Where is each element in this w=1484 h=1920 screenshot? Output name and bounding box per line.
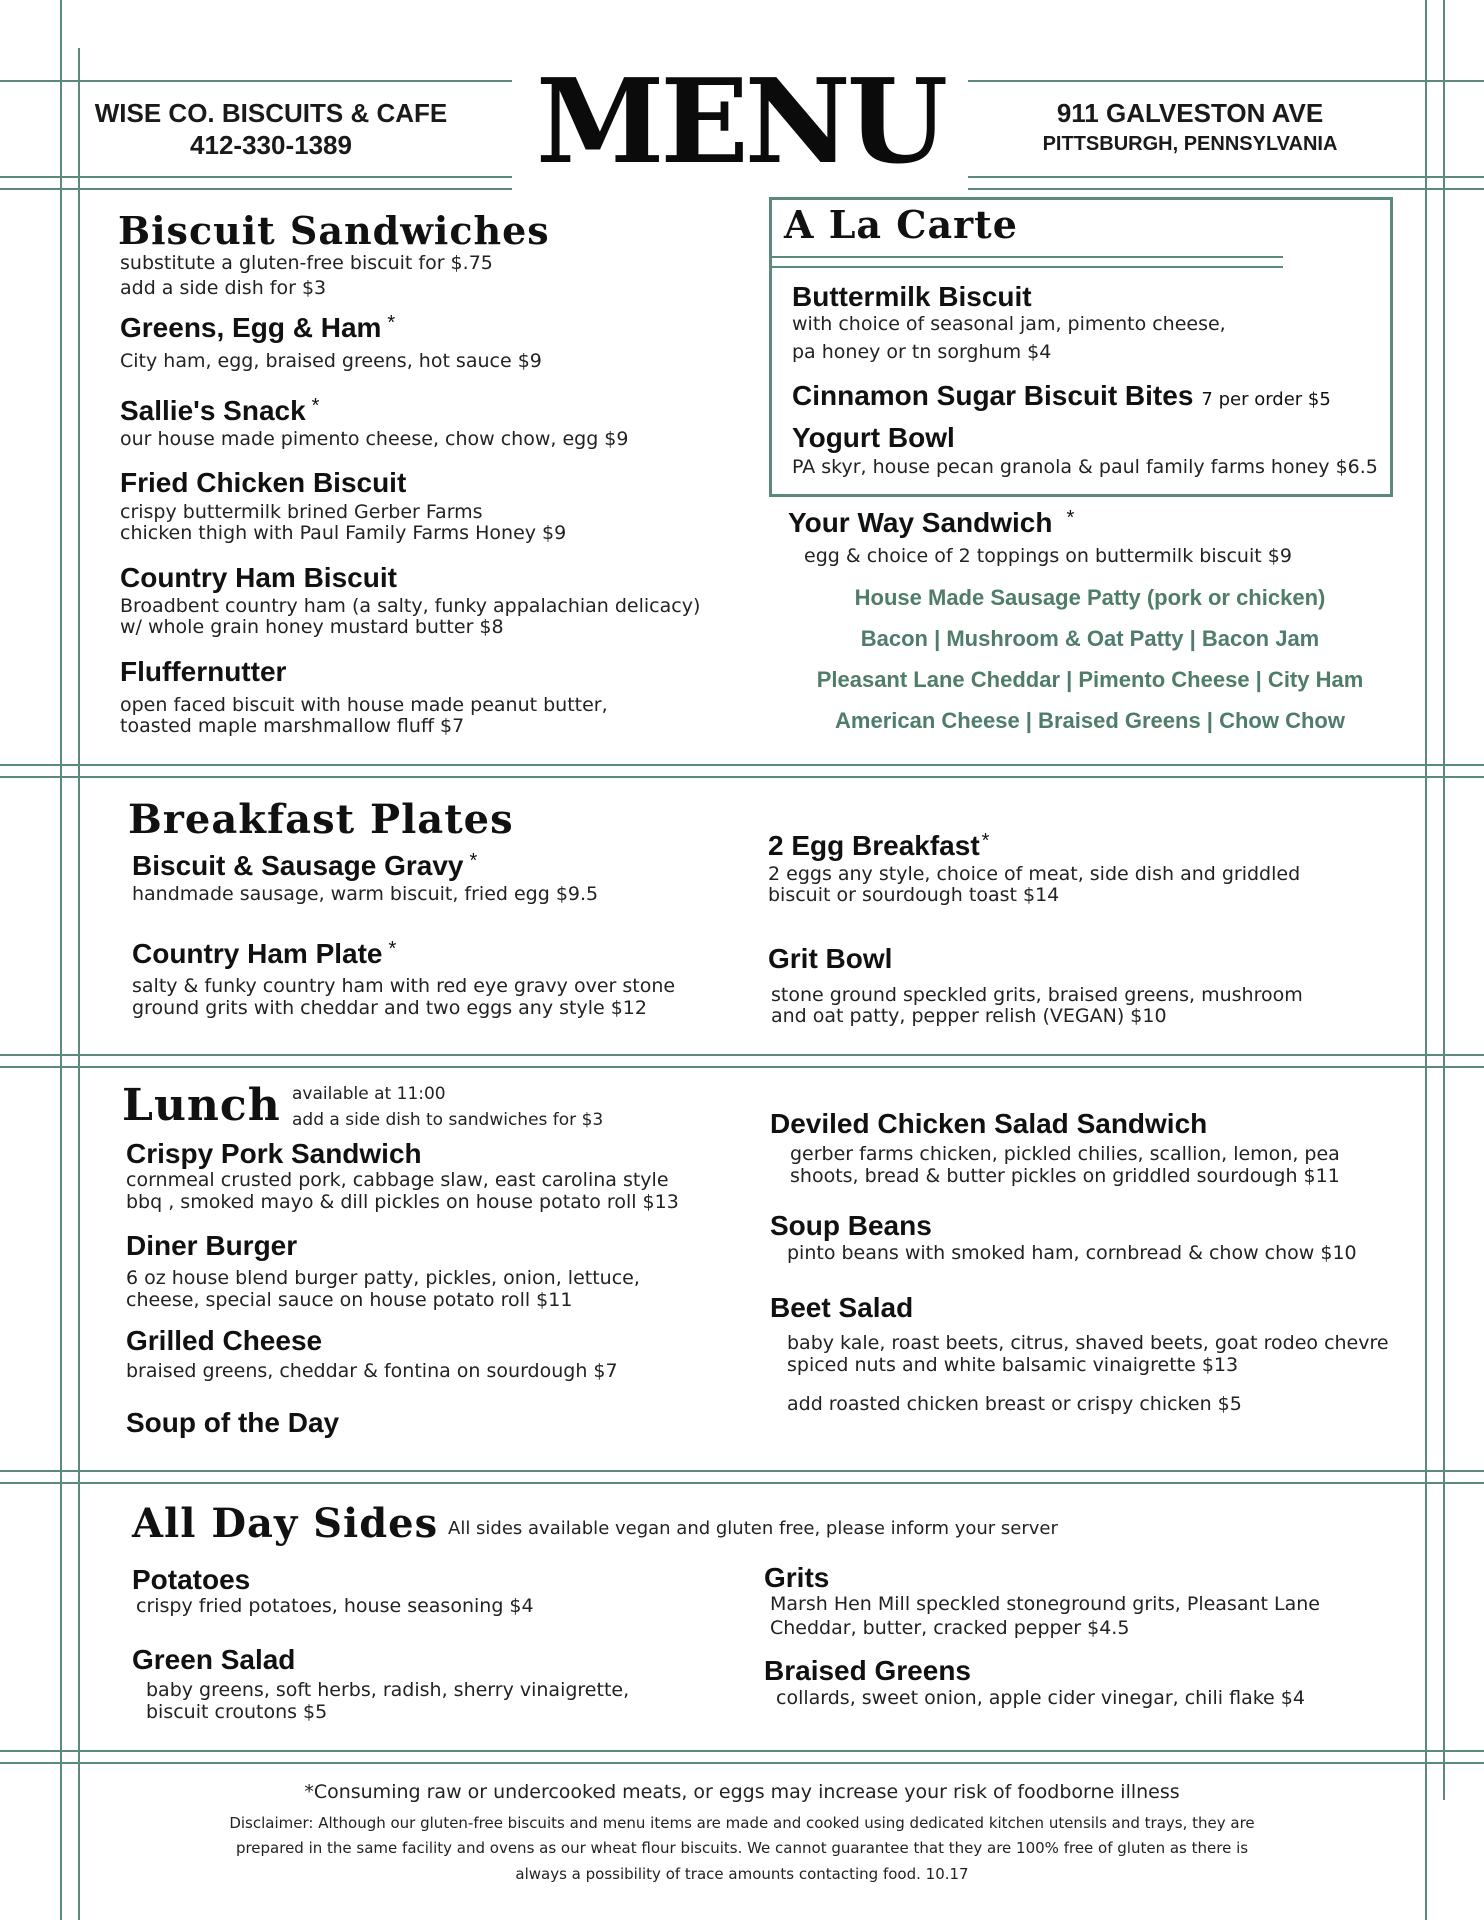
item-name: Biscuit & Sausage Gravy bbox=[132, 850, 464, 881]
item-desc: add roasted chicken breast or crispy chicken $5 bbox=[787, 1393, 1242, 1415]
item-buttermilk-biscuit: Buttermilk Biscuit bbox=[792, 281, 1032, 312]
item-name: Sallie's Snack bbox=[120, 395, 306, 426]
item-desc: cornmeal crusted pork, cabbage slaw, east carolina style bbox=[126, 1169, 669, 1191]
gluten-disclaimer: Disclaimer: Although our gluten-free biscuits and menu items are made and cooked using dedicated kitchen utensils and trays, they are bbox=[229, 1814, 1255, 1832]
grid-line bbox=[78, 48, 80, 1920]
grid-line bbox=[1425, 0, 1427, 1920]
item-desc: shoots, bread & butter pickles on griddled sourdough $11 bbox=[790, 1165, 1340, 1187]
section-title-breakfast-plates: Breakfast Plates bbox=[128, 796, 514, 843]
item-desc: Cheddar, butter, cracked pepper $4.5 bbox=[770, 1617, 1130, 1639]
item-desc: cheese, special sauce on house potato roll $11 bbox=[126, 1289, 573, 1311]
item-desc: our house made pimento cheese, chow chow, egg $9 bbox=[120, 428, 629, 450]
item-desc: braised greens, cheddar & fontina on sourdough $7 bbox=[126, 1360, 618, 1382]
item-deviled-chicken-salad-sandwich: Deviled Chicken Salad Sandwich bbox=[770, 1108, 1208, 1139]
item-desc: open faced biscuit with house made peanut butter, bbox=[120, 694, 608, 716]
item-desc: crispy buttermilk brined Gerber Farms bbox=[120, 501, 483, 523]
item-desc: baby kale, roast beets, citrus, shaved beets, goat rodeo chevre bbox=[787, 1332, 1389, 1354]
item-desc: salty & funky country ham with red eye gravy over stone bbox=[132, 975, 676, 997]
item-grilled-cheese: Grilled Cheese bbox=[126, 1325, 323, 1356]
item-grits: Grits bbox=[764, 1562, 830, 1593]
item-desc: PA skyr, house pecan granola & paul family farms honey $6.5 bbox=[792, 456, 1378, 478]
menu-title: MENU bbox=[535, 54, 944, 190]
grid-line bbox=[0, 776, 1484, 778]
item-crispy-pork-sandwich: Crispy Pork Sandwich bbox=[126, 1138, 422, 1169]
item-desc: baby greens, soft herbs, radish, sherry vinaigrette, bbox=[146, 1679, 630, 1701]
item-desc: gerber farms chicken, pickled chilies, scallion, lemon, pea bbox=[790, 1143, 1340, 1165]
gluten-disclaimer: always a possibility of trace amounts contacting food. 10.17 bbox=[515, 1865, 969, 1883]
item-name: 2 Egg Breakfast bbox=[768, 830, 980, 861]
grid-line bbox=[0, 1470, 1484, 1472]
item-desc: chicken thigh with Paul Family Farms Honey $9 bbox=[120, 522, 567, 544]
item-desc: 2 eggs any style, choice of meat, side dish and griddled bbox=[768, 863, 1301, 885]
item-name: Cinnamon Sugar Biscuit Bites bbox=[792, 380, 1194, 411]
raw-warning-asterisk: * bbox=[981, 830, 990, 852]
grid-line bbox=[0, 1066, 1484, 1068]
item-desc: handmade sausage, warm biscuit, fried egg $9.5 bbox=[132, 883, 599, 905]
item-soup-beans: Soup Beans bbox=[770, 1210, 932, 1241]
item-desc: bbq , smoked mayo & dill pickles on house potato roll $13 bbox=[126, 1191, 679, 1213]
item-greens-egg-ham bbox=[120, 312, 395, 344]
topping-line: Bacon | Mushroom & Oat Patty | Bacon Jam bbox=[860, 626, 1320, 651]
item-name: Your Way Sandwich bbox=[788, 507, 1053, 538]
section-title-a-la-carte: A La Carte bbox=[784, 202, 1018, 247]
item-desc: toasted maple marshmallow fluff $7 bbox=[120, 715, 465, 737]
item-desc: egg & choice of 2 toppings on buttermilk biscuit $9 bbox=[804, 545, 1292, 567]
item-desc: ground grits with cheddar and two eggs any style $12 bbox=[132, 997, 647, 1019]
section-note: add a side dish for $3 bbox=[120, 277, 327, 299]
item-beet-salad: Beet Salad bbox=[770, 1292, 914, 1323]
address-city: PITTSBURGH, PENNSYLVANIA bbox=[1042, 133, 1338, 155]
grid-line bbox=[968, 80, 1484, 82]
raw-warning-asterisk: * bbox=[311, 395, 320, 417]
item-braised-greens: Braised Greens bbox=[764, 1655, 971, 1686]
box-divider bbox=[771, 256, 1283, 258]
item-green-salad: Green Salad bbox=[132, 1644, 296, 1675]
grid-line bbox=[0, 1750, 1484, 1752]
topping-line: American Cheese | Braised Greens | Chow Chow bbox=[835, 708, 1345, 733]
item-desc: stone ground speckled grits, braised greens, mushroom bbox=[771, 984, 1303, 1006]
section-title-all-day-sides: All Day Sides bbox=[132, 1500, 439, 1547]
grid-line bbox=[1443, 0, 1445, 1800]
section-title-lunch: Lunch bbox=[122, 1080, 281, 1131]
topping-line: House Made Sausage Patty (pork or chicken) bbox=[854, 585, 1326, 610]
grid-line bbox=[0, 1762, 1484, 1764]
section-title-biscuit-sandwiches: Biscuit Sandwiches bbox=[118, 208, 550, 253]
grid-line bbox=[968, 188, 1484, 190]
item-yogurt-bowl: Yogurt Bowl bbox=[792, 422, 955, 453]
item-name: Greens, Egg & Ham bbox=[120, 312, 382, 343]
raw-warning-asterisk: * bbox=[1066, 507, 1075, 529]
grid-line bbox=[0, 176, 512, 178]
item-desc: crispy fried potatoes, house seasoning $4 bbox=[136, 1595, 534, 1617]
item-fluffernutter: Fluffernutter bbox=[120, 656, 287, 687]
item-country-ham-biscuit: Country Ham Biscuit bbox=[120, 562, 397, 593]
item-desc: 6 oz house blend burger patty, pickles, onion, lettuce, bbox=[126, 1267, 640, 1289]
topping-line: Pleasant Lane Cheddar | Pimento Cheese | City Ham bbox=[816, 667, 1364, 692]
address-street: 911 GALVESTON AVE bbox=[1056, 98, 1324, 128]
item-desc: City ham, egg, braised greens, hot sauce $9 bbox=[120, 350, 542, 372]
item-country-ham-plate bbox=[132, 938, 396, 970]
business-name: WISE CO. BISCUITS & CAFE bbox=[94, 98, 448, 128]
item-diner-burger: Diner Burger bbox=[126, 1230, 298, 1261]
item-desc: with choice of seasonal jam, pimento cheese, bbox=[792, 313, 1226, 335]
section-note: All sides available vegan and gluten free, please inform your server bbox=[448, 1518, 1058, 1539]
section-note: substitute a gluten-free biscuit for $.75 bbox=[120, 252, 493, 274]
section-note: add a side dish to sandwiches for $3 bbox=[292, 1110, 604, 1130]
item-biscuit-sausage-gravy bbox=[132, 850, 477, 882]
box-divider bbox=[771, 266, 1283, 268]
grid-line bbox=[0, 80, 512, 82]
item-name: Country Ham Plate bbox=[132, 938, 383, 969]
grid-line bbox=[60, 0, 62, 1920]
section-note: available at 11:00 bbox=[292, 1084, 446, 1104]
raw-warning-asterisk: * bbox=[387, 312, 396, 334]
item-grit-bowl: Grit Bowl bbox=[768, 943, 893, 974]
item-desc: pinto beans with smoked ham, cornbread & chow chow $10 bbox=[787, 1242, 1357, 1264]
raw-warning-asterisk: * bbox=[388, 938, 397, 960]
item-desc: Marsh Hen Mill speckled stoneground grits, Pleasant Lane bbox=[770, 1593, 1320, 1615]
item-sallies-snack bbox=[120, 395, 319, 427]
item-cinnamon-sugar-biscuit-bites bbox=[792, 380, 1331, 412]
grid-line bbox=[0, 764, 1484, 766]
grid-line bbox=[0, 1054, 1484, 1056]
foodborne-warning: *Consuming raw or undercooked meats, or eggs may increase your risk of foodborne illness bbox=[304, 1781, 1180, 1803]
item-fried-chicken-biscuit: Fried Chicken Biscuit bbox=[120, 467, 407, 498]
grid-line bbox=[0, 1482, 1484, 1484]
item-desc: collards, sweet onion, apple cider vinegar, chili flake $4 bbox=[776, 1687, 1305, 1709]
gluten-disclaimer: prepared in the same facility and ovens as our wheat flour biscuits. We cannot guarantee that they are 100% free of gluten as there is bbox=[235, 1839, 1249, 1857]
item-note: 7 per order $5 bbox=[1201, 389, 1331, 410]
business-phone: 412-330-1389 bbox=[190, 130, 352, 160]
item-your-way-sandwich bbox=[788, 507, 1074, 539]
grid-line bbox=[0, 188, 512, 190]
item-desc: spiced nuts and white balsamic vinaigrette $13 bbox=[787, 1354, 1239, 1376]
item-desc: biscuit croutons $5 bbox=[146, 1701, 328, 1723]
grid-line bbox=[968, 176, 1484, 178]
raw-warning-asterisk: * bbox=[469, 850, 478, 872]
item-desc: pa honey or tn sorghum $4 bbox=[792, 341, 1052, 363]
item-desc: biscuit or sourdough toast $14 bbox=[768, 884, 1060, 906]
item-desc: w/ whole grain honey mustard butter $8 bbox=[120, 616, 504, 638]
item-desc: Broadbent country ham (a salty, funky appalachian delicacy) bbox=[120, 595, 701, 617]
item-2-egg-breakfast bbox=[768, 830, 989, 862]
item-desc: and oat patty, pepper relish (VEGAN) $10 bbox=[771, 1005, 1167, 1027]
item-soup-of-the-day: Soup of the Day bbox=[126, 1407, 340, 1438]
item-potatoes: Potatoes bbox=[132, 1564, 251, 1595]
